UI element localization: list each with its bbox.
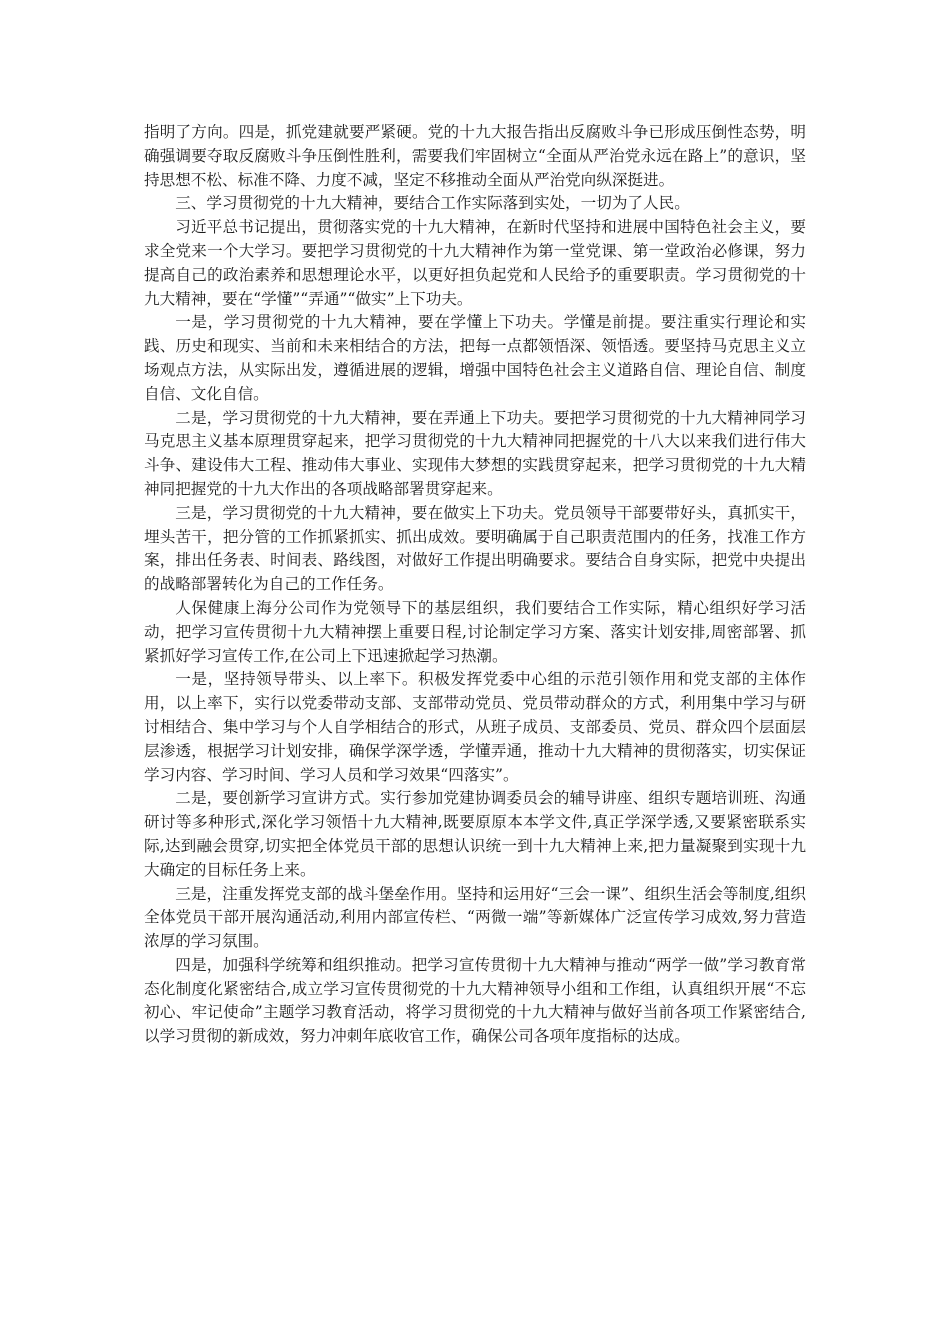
paragraph-implement: 三是，学习贯彻党的十九大精神，要在做实上下功夫。党员领导干部要带好头，真抓实干，埋头苦干，把分管的工作抓紧抓实、抓出成效。要明确属于自己职责范围内的任务，找准工作方案，排出任务表、时间表、路线图，对做好工作提出明确要求。要结合自身实际，把党中央提出的战略部署转化为自己的工作任务。 bbox=[144, 503, 806, 594]
paragraph-measure-two: 二是，要创新学习宣讲方式。实行参加党建协调委员会的辅导讲座、组织专题培训班、沟通研讨等多种形式,深化学习领悟十九大精神,既要原原本本学文件,真正学深学透,又要紧密联系实际,达到融会贯穿,切实把全体党员干部的思想认识统一到十九大精神上来,把力量凝聚到实现十九大确定的目标任务上来。 bbox=[144, 789, 806, 879]
paragraph-measure-one: 一是，坚持领导带头、以上率下。积极发挥党委中心组的示范引领作用和党支部的主体作用，以上率下，实行以党委带动支部、支部带动党员、党员带动群众的方式，利用集中学习与研讨相结合、集中学习与个人自学相结合的形式，从班子成员、支部委员、党员、群众四个层面层层渗透，根据学习计划安排，确保学深学透，学懂弄通，推动十九大精神的贯彻落实，切实保证学习内容、学习时间、学习人员和学习效果“四落实”。 bbox=[144, 670, 806, 784]
paragraph-measure-four: 四是，加强科学统筹和组织推动。把学习宣传贯彻十九大精神与推动“两学一做”学习教育常态化制度化紧密结合,成立学习宣传贯彻党的十九大精神领导小组和工作组，认真组织开展“不忘初心、牢记使命”主题学习教育活动，将学习贯彻党的十九大精神与做好当前各项工作紧密结合,以学习贯彻的新成效，努力冲刺年底收官工作，确保公司各项年度指标的达成。 bbox=[144, 955, 806, 1046]
paragraph-understand: 一是，学习贯彻党的十九大精神，要在学懂上下功夫。学懂是前提。要注重实行理论和实践、历史和现实、当前和未来相结合的方法，把每一点都领悟深、领悟透。要坚持马克思主义立场观点方法，从实际出发，遵循进展的逻辑，增强中国特色社会主义道路自信、理论自信、制度自信、文化自信。 bbox=[144, 313, 806, 403]
paragraph-continued-intro: 指明了方向。四是，抓党建就要严紧硬。党的十九大报告指出反腐败斗争已形成压倒性态势，明确强调要夺取反腐败斗争压倒性胜利，需要我们牢固树立“全面从严治党永远在路上”的意识，坚持思想不松、标准不降、力度不减，坚定不移推动全面从严治党向纵深挺进。 bbox=[144, 123, 806, 189]
document-body bbox=[144, 121, 806, 1049]
paragraph-measure-three: 三是，注重发挥党支部的战斗堡垒作用。坚持和运用好“三会一课”、组织生活会等制度,组织全体党员干部开展沟通活动,利用内部宣传栏、“两微一端”等新媒体广泛宣传学习成效,努力营造浓厚的学习氛围。 bbox=[144, 884, 806, 951]
paragraph-comprehend: 二是，学习贯彻党的十九大精神，要在弄通上下功夫。要把学习贯彻党的十九大精神同学习马克思主义基本原理贯穿起来，把学习贯彻党的十九大精神同把握党的十八大以来我们进行伟大斗争、建设伟大工程、推动伟大事业、实现伟大梦想的实践贯穿起来，把学习贯彻党的十九大精神同把握党的十九大作出的各项战略部署贯穿起来。 bbox=[144, 408, 806, 498]
paragraph-company-intro: 人保健康上海分公司作为党领导下的基层组织，我们要结合工作实际，精心组织好学习活动，把学习宣传贯彻十九大精神摆上重要日程,讨论制定学习方案、落实计划安排,周密部署、抓紧抓好学习宣传工作,在公司上下迅速掀起学习热潮。 bbox=[144, 598, 806, 665]
section-heading-three: 三、学习贯彻党的十九大精神，要结合工作实际落到实处，一切为了人民。 bbox=[175, 194, 690, 213]
paragraph-study-overview: 习近平总书记提出，贯彻落实党的十九大精神，在新时代坚持和进展中国特色社会主义，要求全党来一个大学习。要把学习贯彻党的十九大精神作为第一堂党课、第一堂政治必修课，努力提高自己的政治素养和思想理论水平，以更好担负起党和人民给予的重要职责。学习贯彻党的十九大精神，要在“学懂”“弄通”“做实”上下功夫。 bbox=[144, 218, 806, 308]
